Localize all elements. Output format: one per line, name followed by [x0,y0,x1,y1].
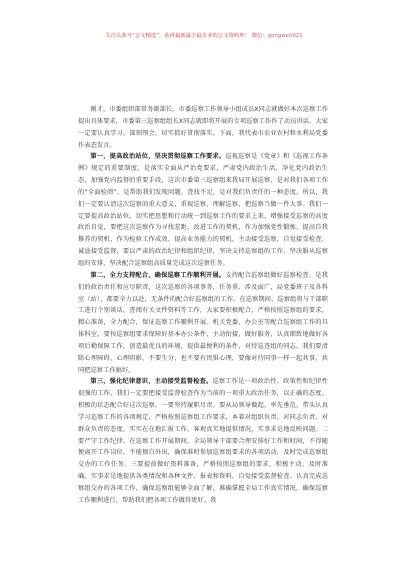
paragraph-text: 支持配合巡察组做好巡察检查，是我们的政治责任和应尽职责，这次巡察的各项事务，任务重、涉及面广，局党委班子及各科室（站），都要全力以赴，无条件的配合好巡察组的工作。在巡察期间，巡察组将与干部职工进行个别谈话，查阅有关文件资料等工作，大家要积极配合，严格按照巡察组的要求，精心准备，全力配合，保证巡察工作顺利开展。机关党委、办公室等配合巡察组工作的具体科室，要按巡察组要求保障好基本办公条件，主动衔接，做好服务，认真细致地做好各项后勤保障工作，创造最优良的环境，提供最便利的条件，对待巡查组的同志，我们要清除心理障碍，心理阴影，不要生分，也不要有畏惧心理，要像对待同事一样一起共事，共同把巡察工作搞好。 [78,271,328,374]
promo-banner-text: 关注头条号“公文精选”，获得最新最全最专业的公文资料库！ 微信： [105,33,268,39]
paragraph-second-point [78,270,328,377]
paragraph-text: 刚才，市委组织部常务副部长、市委巡察工作领导小组成员X同志就做好本次巡察工作提出具体要求，市委第三巡察组组长X同志就即将开展的专项巡察工作作了动员讲话。大家一定要认真学习、深刻领会，切实抓好贯彻落实。下面，我代表市农业农村和水利局党委作表态发言。 [78,106,328,149]
paragraph-heading: 第一，提高政治站位，坚决贯彻巡察工作要求。 [90,153,226,161]
document-body [78,104,328,507]
paragraph-intro [78,104,328,151]
paragraph-heading: 第三，强化纪律意识，主动接受监督检查。 [90,378,213,386]
promo-banner [0,31,408,39]
paragraph-text: 巡察工作是一项政治性、政策性和纪律性很强的工作，我们一定要把接受监督检查作为当前的一项重大政治任务，以正确的态度、积极的状态配合好这次巡察。一要坚持履职尽责。要从局领导做起，率先垂范，带头认真学习巡察工作的各项规定，严格按照巡察组工作要求，本着对组织负责、对同志负责、对群众负责的态度，实实在在地汇报工作，客观真实地提供情况，实事求是地反映问题。二要严守工作纪律。在巡察工作开展期间，全局领导干部要合理安排好工作和时间，不得随便离开工作岗位，不能擅自外出，确保准时参加巡察组要求的各项活动，及时完成巡察组交办的工作任务。三要提前做好资料准备，严格按照巡察组的要求，积极主动、及时准确、实事求是地提供各类情况和各种文件、报表和资料，自觉接受监督检查。认真完成巡察组交办的各项工作，确保巡察组能够全面了解、准确掌握全局工作真实情况，确保巡察工作顺利进行，帮助我们把各项工作做得更好。我 [78,378,328,504]
paragraph-first-point [78,151,328,269]
wechat-id: gongwen921 [267,33,303,39]
paragraph-heading: 第二，全力支持配合，确保巡察工作顺利开展。 [90,271,226,279]
paragraph-text: 巡视巡察是《党章》和《巡视工作条例》规定的重要制度，是落实全面从严治党要求，严肃党内政治生活，净化党内政治生态，加强党内监督的重要手段，这次市委第三巡察组来我局开展巡察，是对我们各项工作的“全面检阅”，是帮助我们发现问题，查找不足，是对我们负责任的一种态度。所以，我们一定要认清这次巡察的重大意义，重视巡察，理解巡察，把巡察当做一件大事。我们一定要提高政治站位，切实把思想和行动统一到巡察工作的要求上来，增强接受巡察的高度政治自觉，要把这次巡察作为寻找差距、改进工作的契机，作为加强党性锻炼、提高自我修养的契机，作为检验工作成效、提高业务能力的契机，主动接受巡察，自觉接受检查，诚恳接受监督，要以严肃的政治纪律和组织纪律，坚决支持巡察组的工作，坚决服从巡察组的安排，坚决配合巡察组高质量完成这次巡察任务。 [78,153,328,267]
paragraph-third-point [78,376,328,506]
